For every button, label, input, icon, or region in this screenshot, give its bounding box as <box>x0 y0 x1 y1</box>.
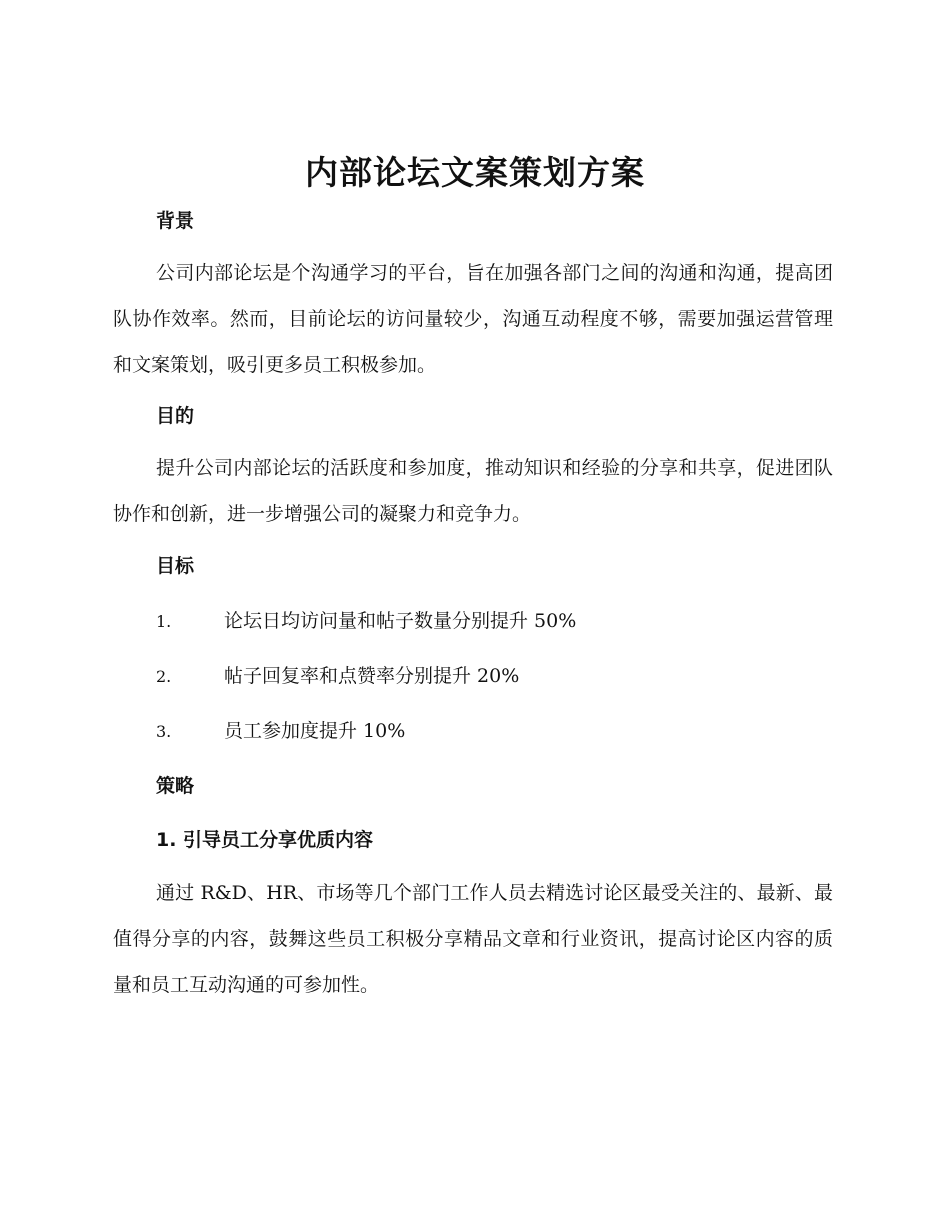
heading-strategy: 策略 <box>156 775 195 797</box>
goal-list-item <box>156 717 405 746</box>
goal-list-item <box>156 607 576 636</box>
goal-list-number: 1. <box>156 612 172 631</box>
subheading-strategy-1: 1. 引导员工分享优质内容 <box>156 829 374 851</box>
goal-list-number: 2. <box>156 667 172 686</box>
goal-list-text: 论坛日均访问量和帖子数量分别提升 50% <box>224 610 577 632</box>
goal-list-text: 帖子回复率和点赞率分别提升 20% <box>224 665 520 687</box>
paragraph-strategy-1: 通过 R&D、HR、市场等几个部门工作人员去精选讨论区最受关注的、最新、最值得分享的内容，鼓舞这些员工积极分享精品文章和行业资讯，提高讨论区内容的质量和员工互动沟通的可参加性。 <box>113 882 833 996</box>
goal-list-item <box>156 662 519 691</box>
paragraph-background: 公司内部论坛是个沟通学习的平台，旨在加强各部门之间的沟通和沟通，提高团队协作效率。然而，目前论坛的访问量较少，沟通互动程度不够，需要加强运营管理和文案策划，吸引更多员工积极参加。 <box>113 262 833 376</box>
goal-list-number: 3. <box>156 722 172 741</box>
heading-goals: 目标 <box>156 555 195 577</box>
heading-purpose: 目的 <box>156 405 195 427</box>
goal-list-text: 员工参加度提升 10% <box>224 720 406 742</box>
document-title: 内部论坛文案策划方案 <box>305 153 645 192</box>
paragraph-purpose: 提升公司内部论坛的活跃度和参加度，推动知识和经验的分享和共享，促进团队协作和创新，进一步增强公司的凝聚力和竞争力。 <box>113 457 833 525</box>
heading-background: 背景 <box>156 210 195 232</box>
